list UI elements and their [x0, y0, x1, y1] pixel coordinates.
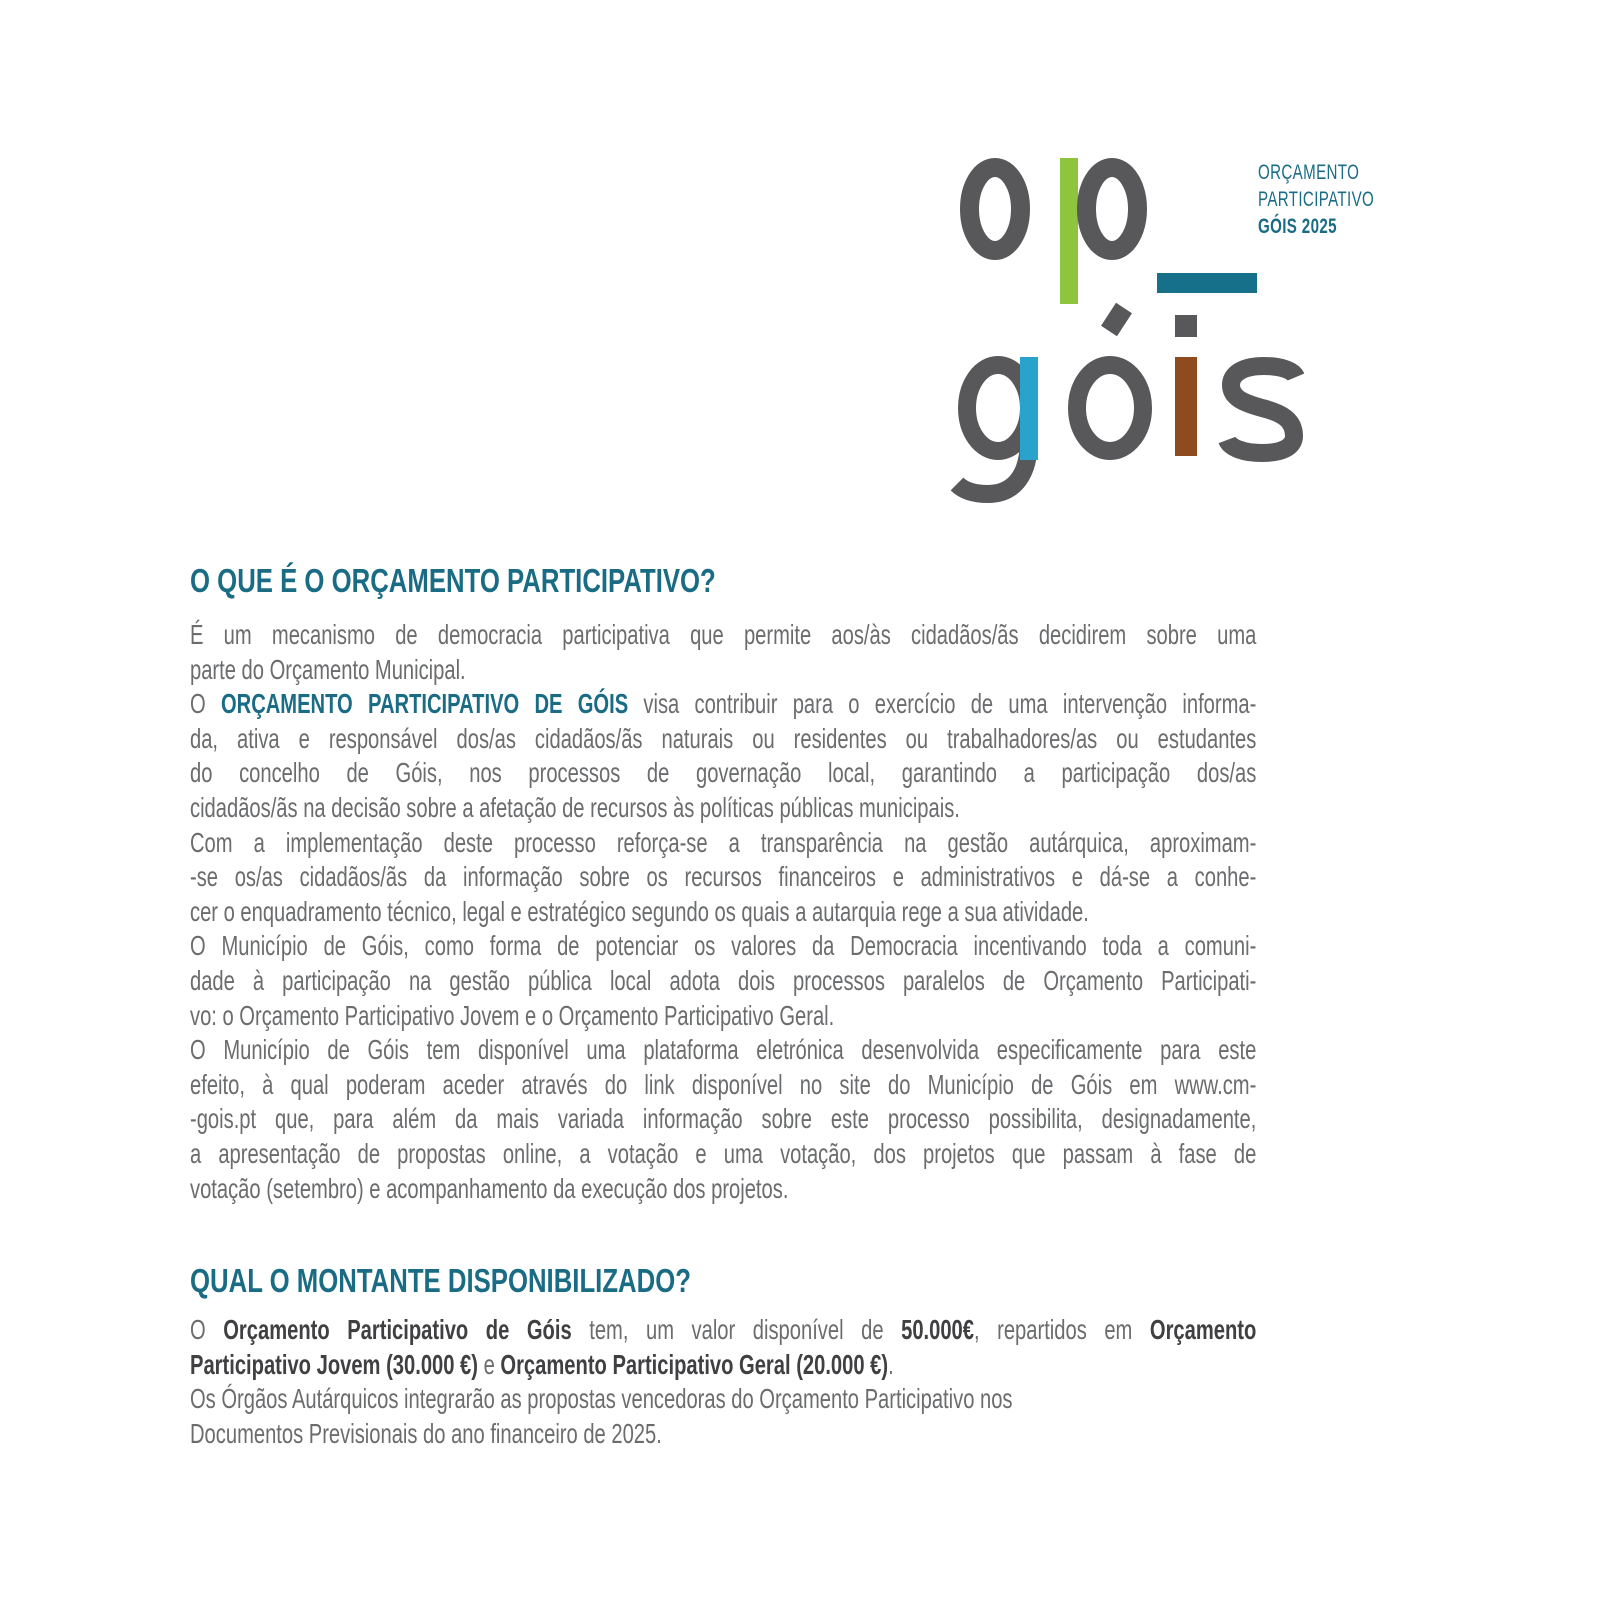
- text-line: [190, 756, 1256, 791]
- body-text: votação (setembro) e acompanhamento da execução dos projetos.: [190, 1172, 789, 1204]
- section-2-body: [190, 1313, 1256, 1451]
- body-text: vo: o Orçamento Participativo Jovem e o Orçamento Participativo Geral.: [190, 999, 835, 1031]
- logo-acute-accent: [1109, 308, 1124, 331]
- body-text: .: [888, 1348, 894, 1380]
- body-text: efeito, à qual poderam aceder através do link disponível no site do Município de Góis em www.cm-: [190, 1068, 1257, 1100]
- body-text: Documentos Previsionais do ano financeiro de 2025.: [190, 1417, 662, 1449]
- text-line: [190, 687, 1256, 722]
- body-text: da, ativa e responsável dos/as cidadãos/ãs naturais ou residentes ou trabalhadores/as ou estudantes: [190, 722, 1257, 754]
- body-text: a apresentação de propostas online, a votação e uma votação, dos projetos que passam à fase de: [190, 1137, 1257, 1169]
- text-line: [190, 1137, 1256, 1172]
- section-1-body: [190, 618, 1256, 1206]
- logo-letter-p-stem: [1060, 158, 1078, 304]
- body-text: É um mecanismo de democracia participativa que permite aos/às cidadãos/ãs decidirem sobre uma: [190, 619, 1257, 650]
- text-line: [190, 1172, 1256, 1207]
- logo-letter-i-stem: [1175, 357, 1197, 456]
- logo-letter-p-bowl: [1087, 168, 1138, 251]
- text-line: [190, 791, 1256, 826]
- body-text: O: [190, 688, 221, 720]
- logo-letter-g-bowl: [967, 365, 1029, 451]
- body-text: Com a implementação deste processo reforça-se a transparência na gestão autárquica, aproximam-: [190, 826, 1257, 858]
- logo-letter-o-accented: [1077, 365, 1143, 451]
- emphasis-text: Orçamento Participativo Geral (20.000 €): [500, 1348, 889, 1380]
- logo-letter-o: [970, 168, 1021, 251]
- logo-letter-g-stem: [1020, 357, 1038, 460]
- body-text: , repartidos em: [973, 1314, 1150, 1345]
- emphasis-text: Orçamento Participativo de Góis: [223, 1314, 572, 1345]
- text-line: [190, 860, 1256, 895]
- body-text: dade à participação na gestão pública local adota dois processos paralelos de Orçamento Participati-: [190, 964, 1257, 996]
- logo-tagline: [1258, 159, 1374, 240]
- body-text: tem, um valor disponível de: [571, 1314, 902, 1345]
- emphasis-text: ORÇAMENTO PARTICIPATIVO DE GÓIS: [220, 688, 629, 720]
- section-2-heading: QUAL O MONTANTE DISPONIBILIZADO?: [190, 1262, 691, 1300]
- body-text: Os Órgãos Autárquicos integrarão as propostas vencedoras do Orçamento Participativo nos: [190, 1383, 1013, 1415]
- tagline-line-2: PARTICIPATIVO: [1258, 188, 1375, 211]
- body-text: visa contribuir para o exercício de uma intervenção informa-: [628, 688, 1257, 720]
- body-text: -gois.pt que, para além da mais variada informação sobre este processo possibilita, designadamente,: [190, 1103, 1257, 1135]
- section-1-heading: O QUE É O ORÇAMENTO PARTICIPATIVO?: [190, 562, 716, 600]
- text-line: [190, 1417, 1256, 1452]
- body-text: O Município de Góis tem disponível uma plataforma eletrónica desenvolvida especificamente para este: [190, 1034, 1257, 1066]
- body-text: do concelho de Góis, nos processos de governação local, garantindo a participação dos/as: [190, 757, 1257, 789]
- text-line: [190, 653, 1256, 688]
- text-line: [190, 895, 1256, 930]
- text-line: [190, 964, 1256, 999]
- body-text: cidadãos/ãs na decisão sobre a afetação de recursos às políticas públicas municipais.: [190, 791, 960, 823]
- text-line: [190, 722, 1256, 757]
- emphasis-text: 50.000€: [901, 1314, 974, 1345]
- body-text: -se os/as cidadãos/ãs da informação sobre os recursos financeiros e administrativos e dá-se a conhe-: [190, 861, 1257, 893]
- logo-letter-s: [1227, 366, 1296, 453]
- text-line: [190, 1068, 1256, 1103]
- text-line: [190, 618, 1256, 653]
- text-line: [190, 1102, 1256, 1137]
- text-line: [190, 1382, 1256, 1417]
- emphasis-text: Participativo Jovem (30.000 €): [190, 1348, 478, 1380]
- body-text: O: [190, 1314, 224, 1345]
- emphasis-text: Orçamento: [1149, 1314, 1257, 1345]
- body-text: e: [477, 1348, 501, 1380]
- body-text: cer o enquadramento técnico, legal e estratégico segundo os quais a autarquia rege a sua atividade.: [190, 895, 1089, 927]
- logo-underscore-bar: [1157, 273, 1257, 293]
- text-line: [190, 999, 1256, 1034]
- text-line: [190, 1348, 1256, 1383]
- body-text: parte do Orçamento Municipal.: [190, 653, 466, 685]
- body-text: O Município de Góis, como forma de potenciar os valores da Democracia incentivando toda a comuni-: [190, 930, 1257, 962]
- tagline-line-3: GÓIS 2025: [1258, 215, 1337, 238]
- tagline-line-1: ORÇAMENTO: [1258, 161, 1360, 184]
- text-line: [190, 1033, 1256, 1068]
- text-line: [190, 1313, 1256, 1348]
- logo-letter-i-dot: [1175, 315, 1197, 337]
- text-line: [190, 826, 1256, 861]
- text-line: [190, 929, 1256, 964]
